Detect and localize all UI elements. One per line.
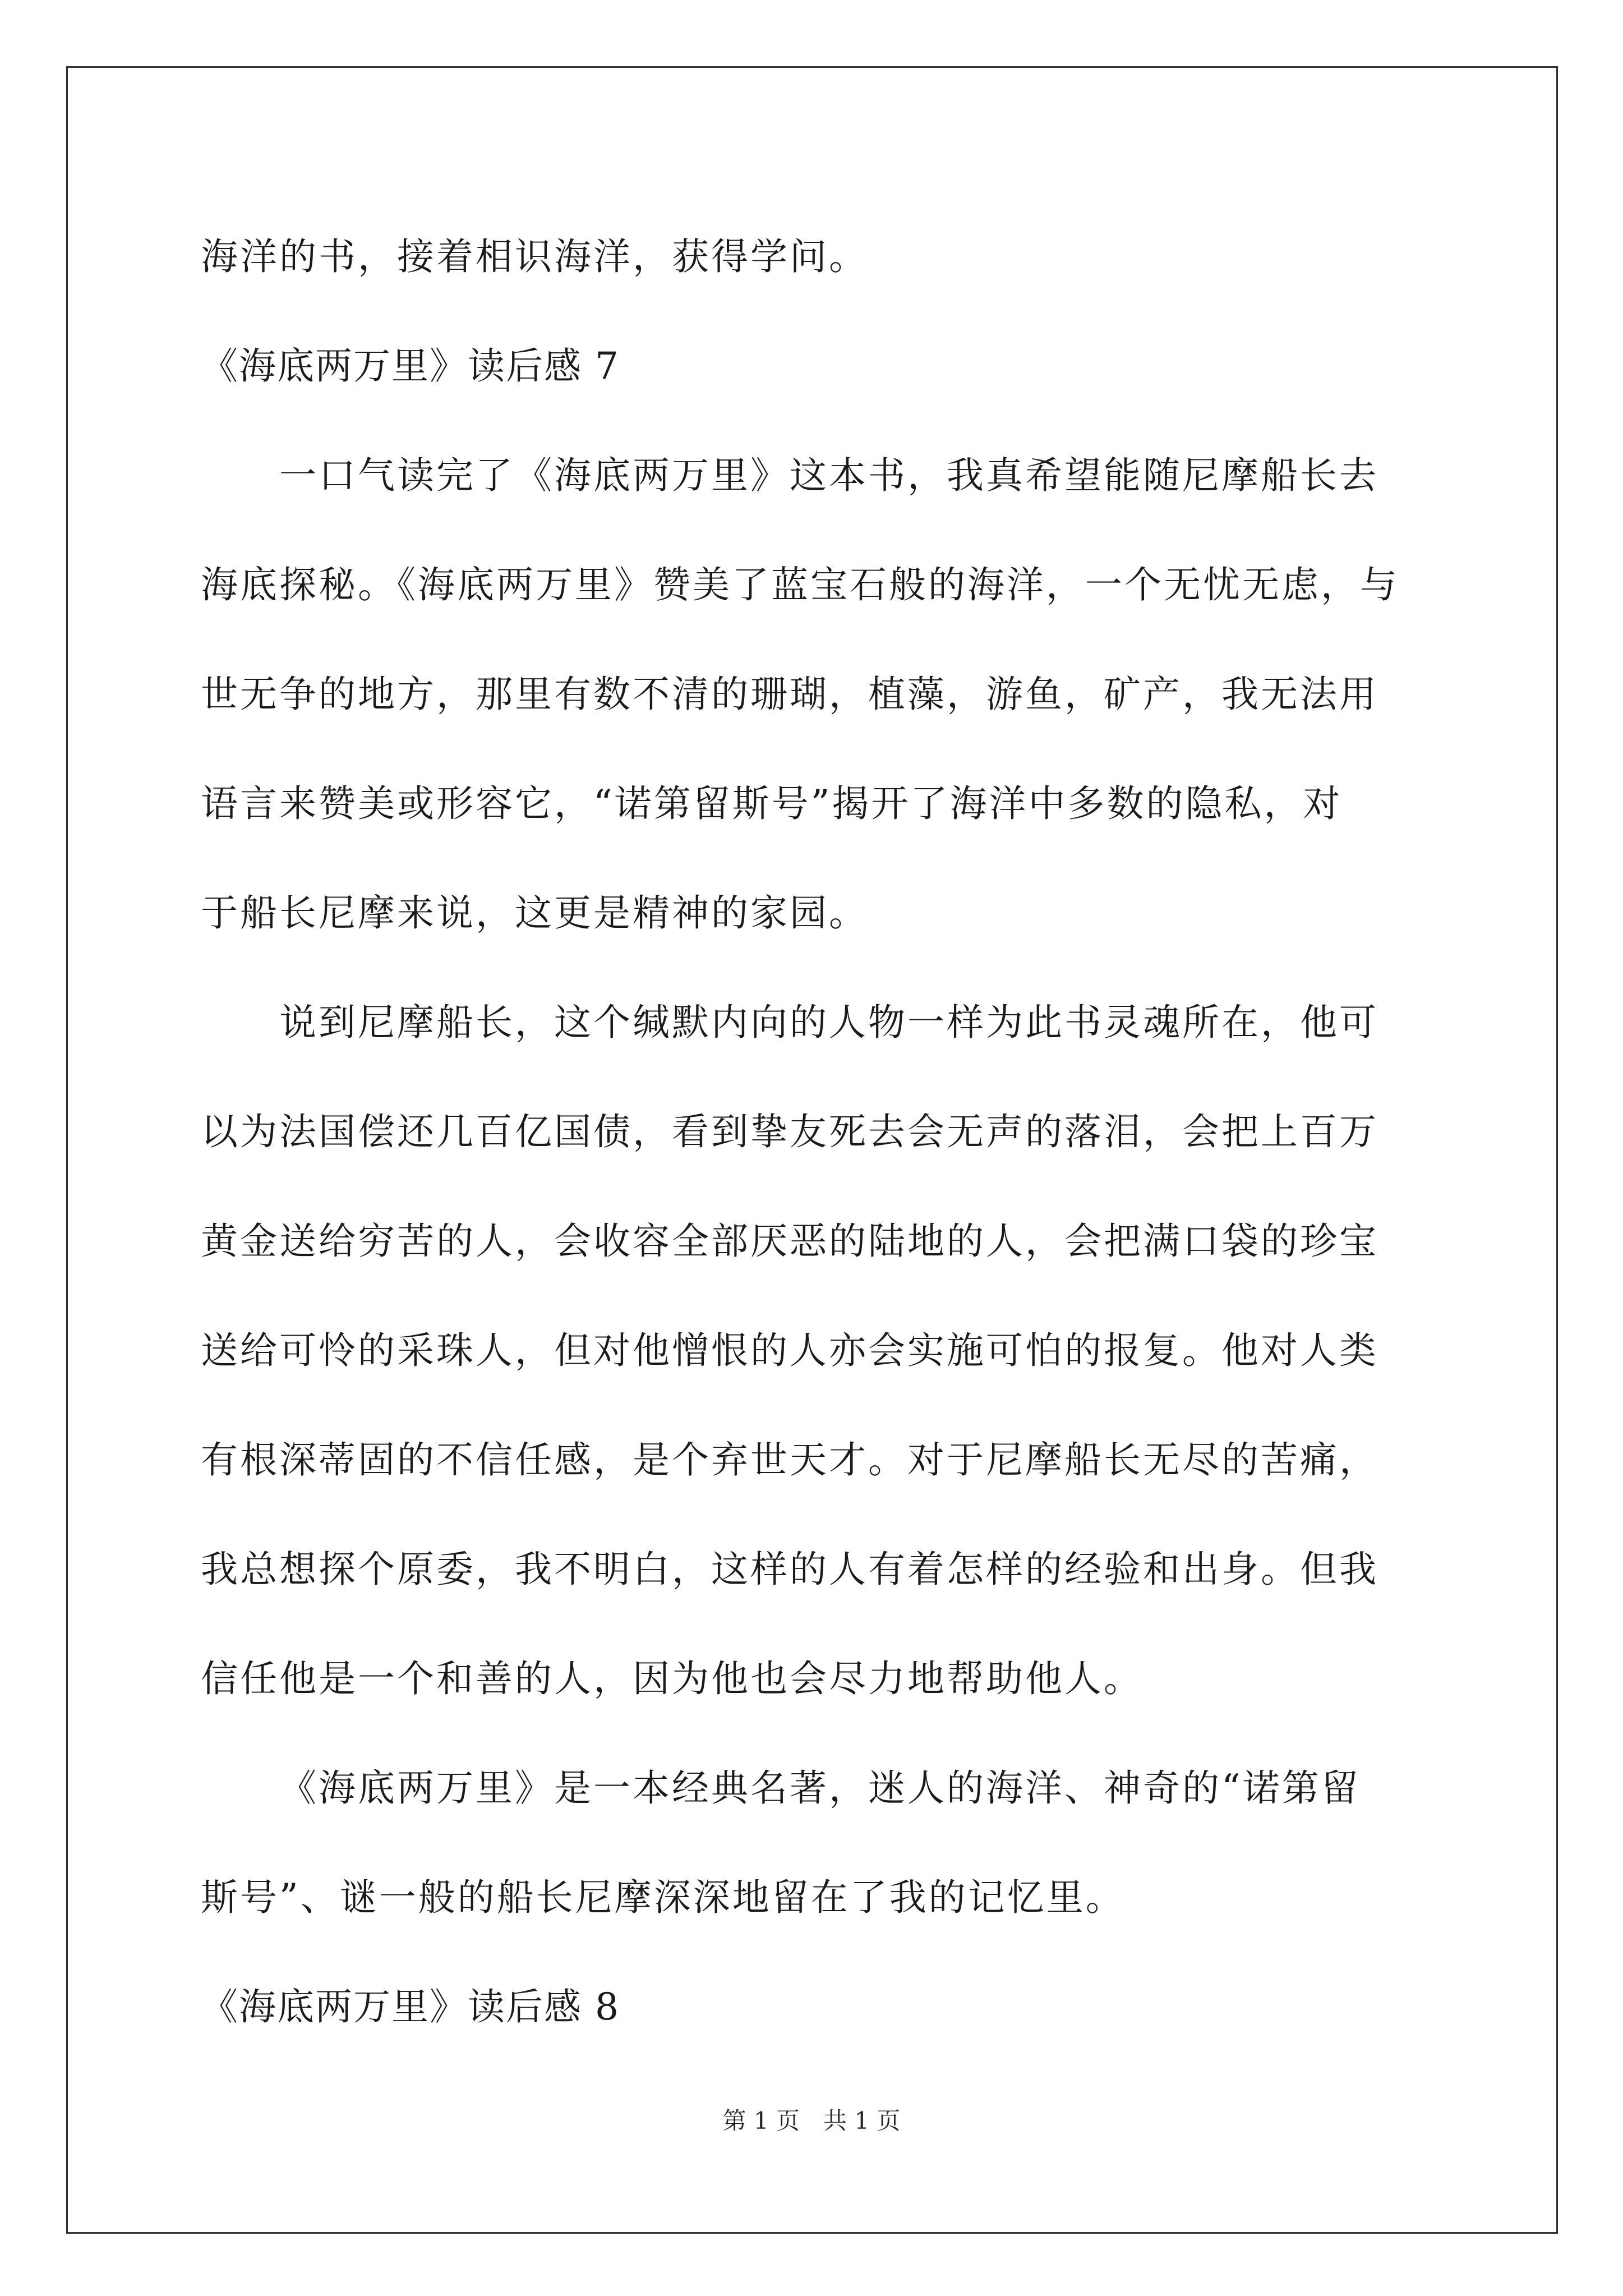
paragraph-1-first-line: 一口气读完了《海底两万里》这本书，我真希望能随尼摩船长去 [279,454,1378,497]
paragraph-2-line-6: 我总想探个原委，我不明白，这样的人有着怎样的经验和出身。但我 [201,1548,1378,1591]
paragraph-2-line-4: 送给可怜的采珠人，但对他憎恨的人亦会实施可怕的报复。他对人类 [201,1329,1378,1372]
paragraph-1-line-2: 海底探秘。《海底两万里》赞美了蓝宝石般的海洋，一个无忧无虑，与 [201,563,1399,606]
paragraph-2-first-line: 说到尼摩船长，这个缄默内向的人物一样为此书灵魂所在，他可 [279,1001,1378,1044]
paragraph-2-line-3: 黄金送给穷苦的人，会收容全部厌恶的陆地的人，会把满口袋的珍宝 [201,1220,1378,1263]
paragraph-3-first-line: 《海底两万里》是一本经典名著，迷人的海洋、神奇的“诺第留 [279,1766,1361,1810]
section-heading-7: 《海底两万里》读后感 7 [201,344,620,388]
paragraph-2-line-2: 以为法国偿还几百亿国债，看到挚友死去会无声的落泪，会把上百万 [201,1110,1378,1153]
section-heading-8: 《海底两万里》读后感 8 [201,1985,620,2028]
paragraph-1-line-4: 语言来赞美或形容它，“诺第留斯号”揭开了海洋中多数的隐私，对 [201,782,1343,825]
paragraph-2-line-7: 信任他是一个和善的人，因为他也会尽力地帮助他人。 [201,1657,1143,1700]
body-line-1: 海洋的书，接着相识海洋，获得学问。 [201,235,868,278]
paragraph-3-line-2: 斯号”、谜一般的船长尼摩深深地留在了我的记忆里。 [201,1876,1125,1919]
page-number-footer: 第 1 页 共 1 页 [722,2107,901,2134]
paragraph-2-line-5: 有根深蒂固的不信任感，是个弃世天才。对于尼摩船长无尽的苦痛， [201,1438,1378,1481]
paragraph-1-line-5: 于船长尼摩来说，这更是精神的家园。 [201,891,868,935]
paragraph-1-line-3: 世无争的地方，那里有数不清的珊瑚，植藻，游鱼，矿产，我无法用 [201,673,1378,716]
